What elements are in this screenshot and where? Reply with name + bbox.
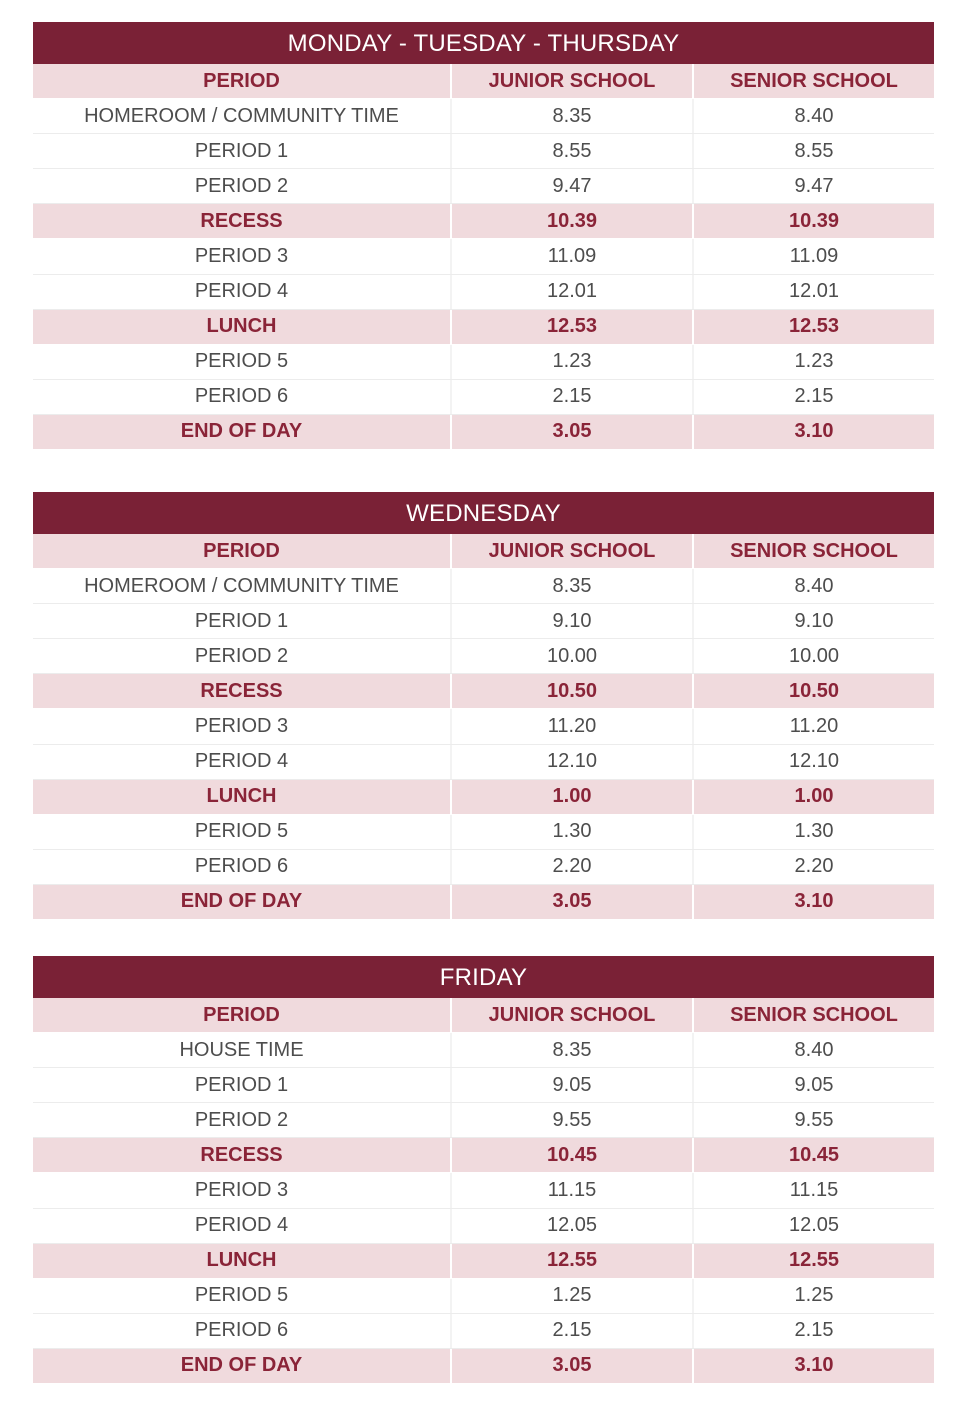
junior-time-cell: 10.50 bbox=[450, 674, 692, 708]
header-senior-school: SENIOR SCHOOL bbox=[692, 64, 934, 98]
table-row bbox=[33, 745, 934, 780]
header-period: PERIOD bbox=[203, 69, 280, 92]
table-row-highlight bbox=[33, 1244, 934, 1279]
table-row bbox=[33, 639, 934, 674]
table-row bbox=[33, 169, 934, 204]
timetable-friday bbox=[33, 956, 934, 1384]
table-row bbox=[33, 99, 934, 134]
period-cell: RECESS bbox=[200, 209, 283, 232]
period-cell: PERIOD 3 bbox=[194, 715, 289, 738]
table-row bbox=[33, 1103, 934, 1138]
junior-time-cell: 8.35 bbox=[450, 1033, 692, 1067]
header-period: PERIOD bbox=[203, 1003, 280, 1026]
senior-time-cell: 12.01 bbox=[692, 275, 934, 309]
table-row-highlight bbox=[33, 674, 934, 709]
senior-time-cell: 2.20 bbox=[692, 850, 934, 884]
table-row-highlight bbox=[33, 1349, 934, 1384]
senior-time-cell: 12.05 bbox=[692, 1209, 934, 1243]
table-row bbox=[33, 709, 934, 744]
junior-time-cell: 1.30 bbox=[450, 815, 692, 849]
period-cell: PERIOD 2 bbox=[194, 174, 289, 197]
period-cell: RECESS bbox=[200, 1143, 283, 1166]
junior-time-cell: 9.10 bbox=[450, 604, 692, 638]
senior-time-cell: 11.20 bbox=[692, 709, 934, 743]
table-row bbox=[33, 1279, 934, 1314]
header-row bbox=[33, 998, 934, 1033]
table-row-highlight bbox=[33, 780, 934, 815]
junior-time-cell: 12.10 bbox=[450, 745, 692, 779]
table-row-highlight bbox=[33, 310, 934, 345]
junior-time-cell: 2.15 bbox=[450, 380, 692, 414]
period-cell: LUNCH bbox=[206, 1249, 277, 1272]
junior-time-cell: 2.15 bbox=[450, 1314, 692, 1348]
table-row bbox=[33, 850, 934, 885]
junior-time-cell: 8.35 bbox=[450, 99, 692, 133]
table-row bbox=[33, 604, 934, 639]
period-cell: PERIOD 5 bbox=[194, 820, 289, 843]
senior-time-cell: 12.10 bbox=[692, 745, 934, 779]
table-row bbox=[33, 239, 934, 274]
senior-time-cell: 1.23 bbox=[692, 345, 934, 379]
period-cell: LUNCH bbox=[206, 785, 277, 808]
senior-time-cell: 10.50 bbox=[692, 674, 934, 708]
senior-time-cell: 3.10 bbox=[692, 885, 934, 919]
table-row-highlight bbox=[33, 1138, 934, 1173]
period-cell: PERIOD 4 bbox=[194, 1214, 289, 1237]
period-cell: PERIOD 4 bbox=[194, 280, 289, 303]
senior-time-cell: 10.45 bbox=[692, 1138, 934, 1172]
junior-time-cell: 9.47 bbox=[450, 169, 692, 203]
period-cell: PERIOD 5 bbox=[194, 350, 289, 373]
junior-time-cell: 12.55 bbox=[450, 1244, 692, 1278]
header-period: PERIOD bbox=[203, 539, 280, 562]
junior-time-cell: 3.05 bbox=[450, 1349, 692, 1383]
senior-time-cell: 8.40 bbox=[692, 1033, 934, 1067]
table-row bbox=[33, 1173, 934, 1208]
senior-time-cell: 3.10 bbox=[692, 415, 934, 449]
period-cell: HOMEROOM / COMMUNITY TIME bbox=[84, 104, 399, 127]
junior-time-cell: 11.20 bbox=[450, 709, 692, 743]
period-cell: PERIOD 4 bbox=[194, 750, 289, 773]
table-row bbox=[33, 134, 934, 169]
senior-time-cell: 12.53 bbox=[692, 310, 934, 344]
period-cell: PERIOD 2 bbox=[194, 1108, 289, 1131]
junior-time-cell: 11.09 bbox=[450, 239, 692, 273]
table-row-highlight bbox=[33, 204, 934, 239]
header-junior-school: JUNIOR SCHOOL bbox=[450, 534, 692, 568]
junior-time-cell: 9.55 bbox=[450, 1103, 692, 1137]
senior-time-cell: 2.15 bbox=[692, 380, 934, 414]
junior-time-cell: 3.05 bbox=[450, 415, 692, 449]
junior-time-cell: 10.00 bbox=[450, 639, 692, 673]
senior-time-cell: 8.40 bbox=[692, 569, 934, 603]
junior-time-cell: 3.05 bbox=[450, 885, 692, 919]
header-senior-school: SENIOR SCHOOL bbox=[692, 998, 934, 1032]
period-cell: LUNCH bbox=[206, 315, 277, 338]
period-cell: PERIOD 1 bbox=[194, 1073, 289, 1096]
period-cell: PERIOD 6 bbox=[194, 855, 289, 878]
table-row bbox=[33, 380, 934, 415]
table-row bbox=[33, 1314, 934, 1349]
table-row bbox=[33, 1068, 934, 1103]
period-cell: END OF DAY bbox=[180, 420, 303, 443]
senior-time-cell: 9.55 bbox=[692, 1103, 934, 1137]
timetable-wednesday bbox=[33, 492, 934, 920]
senior-time-cell: 11.15 bbox=[692, 1173, 934, 1207]
timetable-title: WEDNESDAY bbox=[33, 492, 934, 534]
junior-time-cell: 12.01 bbox=[450, 275, 692, 309]
period-cell: END OF DAY bbox=[180, 890, 303, 913]
period-cell: PERIOD 6 bbox=[194, 1319, 289, 1342]
junior-time-cell: 2.20 bbox=[450, 850, 692, 884]
table-row bbox=[33, 815, 934, 850]
senior-time-cell: 9.05 bbox=[692, 1068, 934, 1102]
timetable-mon-tue-thu bbox=[33, 22, 934, 450]
junior-time-cell: 11.15 bbox=[450, 1173, 692, 1207]
junior-time-cell: 10.39 bbox=[450, 204, 692, 238]
period-cell: PERIOD 1 bbox=[194, 609, 289, 632]
timetable-title: MONDAY - TUESDAY - THURSDAY bbox=[33, 22, 934, 64]
senior-time-cell: 2.15 bbox=[692, 1314, 934, 1348]
junior-time-cell: 1.25 bbox=[450, 1279, 692, 1313]
junior-time-cell: 1.00 bbox=[450, 780, 692, 814]
period-cell: PERIOD 3 bbox=[194, 1179, 289, 1202]
junior-time-cell: 9.05 bbox=[450, 1068, 692, 1102]
period-cell: PERIOD 6 bbox=[194, 385, 289, 408]
table-row bbox=[33, 1209, 934, 1244]
senior-time-cell: 1.25 bbox=[692, 1279, 934, 1313]
table-row bbox=[33, 345, 934, 380]
senior-time-cell: 1.00 bbox=[692, 780, 934, 814]
header-row bbox=[33, 64, 934, 99]
senior-time-cell: 8.55 bbox=[692, 134, 934, 168]
senior-time-cell: 3.10 bbox=[692, 1349, 934, 1383]
table-row bbox=[33, 1033, 934, 1068]
period-cell: RECESS bbox=[200, 679, 283, 702]
senior-time-cell: 10.00 bbox=[692, 639, 934, 673]
junior-time-cell: 12.53 bbox=[450, 310, 692, 344]
header-junior-school: JUNIOR SCHOOL bbox=[450, 64, 692, 98]
senior-time-cell: 8.40 bbox=[692, 99, 934, 133]
senior-time-cell: 9.47 bbox=[692, 169, 934, 203]
table-row-highlight bbox=[33, 415, 934, 450]
period-cell: PERIOD 3 bbox=[194, 245, 289, 268]
period-cell: HOUSE TIME bbox=[179, 1038, 304, 1061]
senior-time-cell: 11.09 bbox=[692, 239, 934, 273]
header-row bbox=[33, 534, 934, 569]
junior-time-cell: 12.05 bbox=[450, 1209, 692, 1243]
senior-time-cell: 1.30 bbox=[692, 815, 934, 849]
senior-time-cell: 12.55 bbox=[692, 1244, 934, 1278]
period-cell: PERIOD 1 bbox=[194, 139, 289, 162]
period-cell: END OF DAY bbox=[180, 1354, 303, 1377]
header-junior-school: JUNIOR SCHOOL bbox=[450, 998, 692, 1032]
junior-time-cell: 10.45 bbox=[450, 1138, 692, 1172]
senior-time-cell: 9.10 bbox=[692, 604, 934, 638]
timetable-title: FRIDAY bbox=[33, 956, 934, 998]
table-row-highlight bbox=[33, 885, 934, 920]
junior-time-cell: 8.55 bbox=[450, 134, 692, 168]
senior-time-cell: 10.39 bbox=[692, 204, 934, 238]
period-cell: HOMEROOM / COMMUNITY TIME bbox=[84, 574, 399, 597]
table-row bbox=[33, 569, 934, 604]
table-row bbox=[33, 275, 934, 310]
header-senior-school: SENIOR SCHOOL bbox=[692, 534, 934, 568]
junior-time-cell: 8.35 bbox=[450, 569, 692, 603]
junior-time-cell: 1.23 bbox=[450, 345, 692, 379]
period-cell: PERIOD 5 bbox=[194, 1284, 289, 1307]
period-cell: PERIOD 2 bbox=[194, 644, 289, 667]
